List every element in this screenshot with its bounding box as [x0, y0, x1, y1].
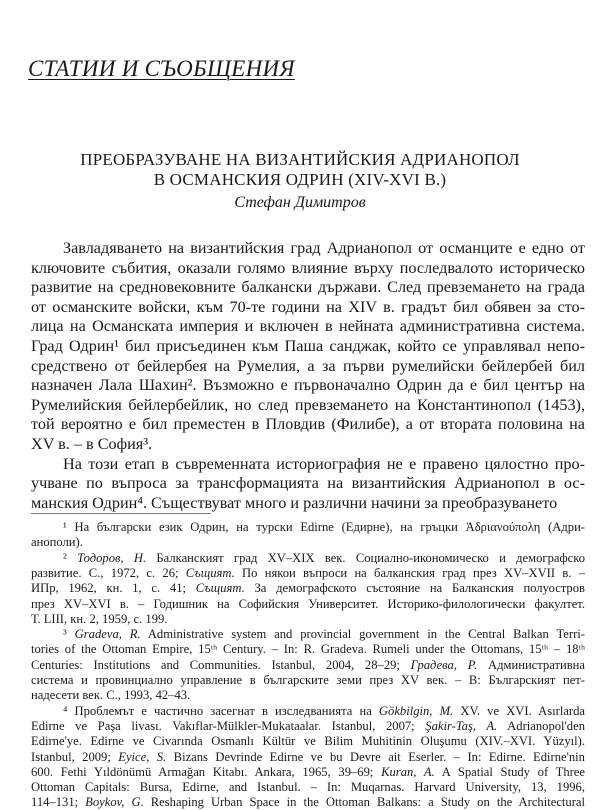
text-segment: Reshaping Urban Space in the Ottoman Balkans: a Study on the Architectural	[143, 795, 585, 810]
paragraph-line	[31, 395, 585, 415]
paragraph-line	[31, 258, 585, 278]
text-segment: XV в. – в София³.	[31, 435, 153, 453]
paragraph-line	[31, 454, 585, 474]
text-segment: анополи).	[31, 535, 83, 550]
text-segment: Балканският град XV–XIX век. Социално-икономическо и демографско	[146, 550, 585, 565]
footnote-line	[31, 764, 585, 780]
text-segment: манския Одрин⁴. Съществуват много и различни начини за преобразуването	[31, 493, 558, 512]
footnote-line	[31, 672, 585, 688]
text-segment: Административна	[477, 657, 586, 672]
footnote-line	[31, 519, 585, 535]
citation-author: Boykov, G.	[85, 795, 144, 810]
text-segment: Т. LIII, кн. 2, 1959, с. 199.	[31, 611, 168, 626]
footnote-line	[31, 779, 585, 795]
text-segment: ⁴ Проблемът е частично засегнат в изследванията на	[63, 703, 379, 718]
text-segment: Centuries: Institutions and Communities. Istanbul, 2004, 28–29;	[31, 657, 411, 672]
footnote-line	[31, 611, 585, 627]
text-segment: Edirne'ye. Edirne ve Civarında Osmanlı Kültür ve Bilim Muhitinin Oluşumu (XIV.–XVI. Yüzyıl).	[31, 734, 585, 749]
text-segment: ключовите събития, оказали голямо влияние върху последвалото историческо	[31, 258, 585, 277]
citation-author: Градева, Р.	[410, 657, 478, 672]
text-segment: Румелийския бейлербейлик, но след превземането на Константинопол (1453),	[31, 395, 585, 414]
text-segment: система и провинциално управление в българските земи през XV век. – В: Българският пет-	[31, 673, 585, 687]
article-author: Стефан Димитров	[234, 194, 366, 211]
citation-author: Gökbilgin, M.	[378, 703, 454, 718]
text-segment: Edirne ve Paşa livası. Vakıflar-Mülkler-Mukataalar. Istanbul, 2007;	[31, 718, 426, 733]
footnote-line	[31, 565, 585, 581]
text-segment: A Spatial Study of Three	[434, 764, 585, 779]
text-segment: развитие. С., 1972, с. 26;	[31, 565, 186, 580]
citation-author: Тодоров, Н.	[77, 550, 147, 565]
section-heading: СТАТИИ И СЪОБЩЕНИЯ	[28, 56, 295, 81]
text-segment: Adrianopol'den	[497, 718, 585, 733]
text-segment: надесети век. С., 1993, 42–43.	[31, 688, 191, 703]
paragraph-line	[31, 356, 585, 376]
citation-author: Същият.	[185, 565, 235, 580]
citation-author: Същият.	[195, 581, 245, 596]
footnote-line	[31, 749, 585, 765]
paragraph-line	[31, 297, 585, 317]
text-segment: Istanbul, 2009;	[31, 749, 119, 764]
text-segment: За демографското състояние на Балканския полуостров	[244, 581, 585, 596]
paragraph-line	[31, 493, 585, 513]
footnote-line	[31, 580, 585, 596]
footnote-line	[31, 534, 585, 550]
text-segment: от османските войски, към 70-те години на XIV в. градът бил обявен за сто-	[31, 297, 585, 316]
citation-author: Eyice, S.	[118, 749, 167, 764]
text-segment: лица на Османската империя и включен в нейната административна система.	[31, 317, 585, 336]
text-segment: 600. Fethi Yıldönümü Armağan Kitabı. Ankara, 1965, 39–69;	[31, 764, 382, 779]
text-segment: средствено от бейлербея на Румелия, а за първи румелийски бейлербей бил	[31, 356, 585, 375]
paragraph-line	[31, 238, 585, 258]
footnote-line	[31, 657, 585, 673]
footnote-line	[31, 550, 585, 566]
paragraph-line	[31, 473, 585, 493]
citation-author: Şakir-Taş, A.	[425, 718, 498, 733]
paragraph-line	[31, 434, 585, 454]
text-segment: Град Одрин¹ бил присъединен към Паша санджак, който се управлявал непо-	[31, 337, 585, 355]
text-segment: ИПр, 1962, кн. 1, с. 41;	[31, 581, 196, 596]
text-segment: Ottoman Capitals: Bursa, Edirne, and Istanbul. – In: Muqarnas. Harvard University, 13, 1996,	[31, 780, 585, 795]
text-segment: 114–131;	[31, 795, 86, 810]
text-segment: през XV–XVI в. – Годишник на Софийския Университет. Историко-филологически факултет.	[31, 596, 585, 611]
text-segment: учване по въпроса за трансформацията на византийския Адрианопол в ос-	[31, 474, 585, 493]
text-segment: развитие на средновековните балкански държави. След превземането на града	[31, 278, 585, 297]
footnote-line	[31, 794, 585, 810]
text-segment: Bizans Devrinde Edirne ve bu Devre ait Eserler. – In: Edirne. Edirne'nin	[166, 749, 585, 764]
text-segment: По някои въпроси на балканския град през XV–XVII в. –	[234, 565, 585, 580]
text-segment: XV. ve XVI. Asırlarda	[453, 703, 586, 718]
text-segment: Administrative system and provincial government in the Central Balkan Terri-	[140, 627, 585, 642]
article-title-line-2: В ОСМАНСКИЯ ОДРИН (XIV-XVI В.)	[153, 170, 447, 189]
footnote-line	[31, 687, 585, 703]
footnote-line	[31, 703, 585, 719]
footnote-line	[31, 733, 585, 749]
paragraph-line	[31, 316, 585, 336]
paragraph-line	[31, 375, 585, 395]
text-segment: Завладяването на византийския град Адрианопол от османците е едно от	[63, 239, 585, 257]
text-segment: На този етап в съвременната историография не е правено цялостно про-	[63, 454, 585, 473]
article-title-line-1: ПРЕОБРАЗУВАНЕ НА ВИЗАНТИЙСКИЯ АДРИАНОПОЛ	[80, 150, 520, 169]
footnote-line	[31, 596, 585, 612]
text-segment: той вероятно е бил преместен в Пловдив (Филибе), а от втората половина на	[31, 415, 585, 434]
citation-author: Gradeva, R.	[74, 627, 141, 642]
footnote-line	[31, 641, 585, 657]
text-segment: ¹ На български език Одрин, на турски Edirne (Едирне), на гръцки Ἀδριανούπολη (Адри-	[63, 520, 585, 534]
paragraph-line	[31, 414, 585, 434]
footnote-divider	[31, 513, 211, 514]
paragraph-line	[31, 336, 585, 356]
footnote-line	[31, 626, 585, 642]
text-segment: назначен Лала Шахин². Възможно е първоначално Одрин да е бил център на	[31, 376, 585, 395]
citation-author: Kuran, A.	[381, 764, 435, 779]
text-segment: tories of the Ottoman Empire, 15ᵗʰ Century. – In: R. Gradeva. Rumeli under the Ottomans, 15ᵗʰ – 18ᵗʰ	[31, 642, 585, 657]
text-segment: ²	[63, 550, 78, 565]
text-segment: ³	[63, 627, 75, 642]
footnote-line	[31, 718, 585, 734]
paragraph-line	[31, 277, 585, 297]
